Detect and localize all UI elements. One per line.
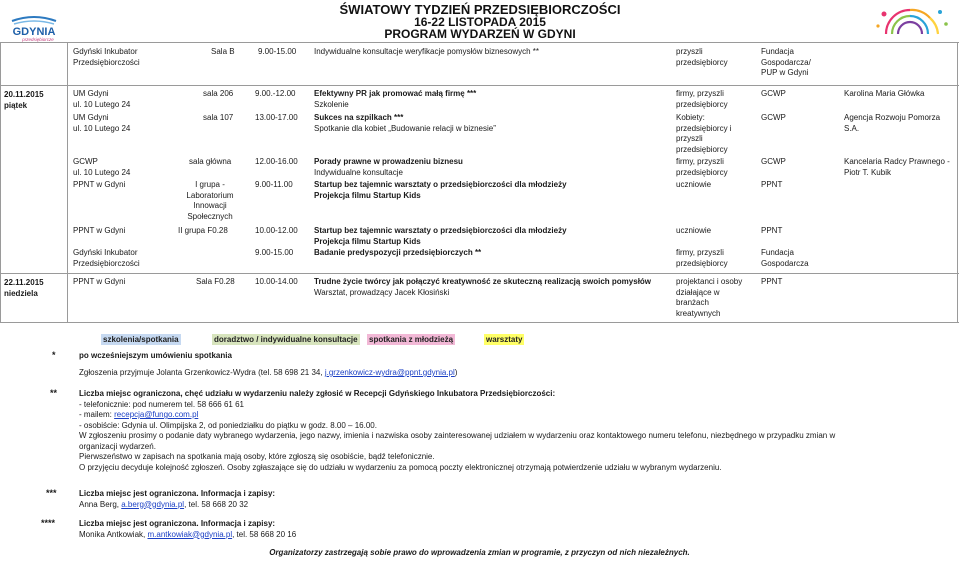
- event-title: Sukces na szpilkach ***: [314, 113, 404, 122]
- legend-training: szkolenia/spotkania: [103, 335, 179, 344]
- email-link[interactable]: a.berg@gdynia.pl: [121, 499, 185, 509]
- column-divider: [0, 42, 1, 322]
- event-title-block: [314, 226, 567, 247]
- footnote-marker: ***: [46, 488, 57, 498]
- event-venue: GCWP ul. 10 Lutego 24: [73, 157, 131, 177]
- event-time: 9.00-11.00: [255, 180, 293, 189]
- footnote-body: Liczba miejsc ograniczona, chęć udziału w wydarzeniu należy zgłosić w Recepcji Gdyńskiego Inkubatora Przedsiębiorczości: - telefonicznie: pod numerem tel. 58 666 61 61 - mailem: recepcja@fungo.com.pl - osobiście: Gdynia ul. Olimpijska 2, od poniedziałku do piątku w godz. 8.00 – 16.00. W zgłoszeniu prosimy o podanie daty wybranego wydarzenia, jego nazwy, imienia i nazwiska osoby zainteresowanej udziałem w wydarzeniu oraz kontaktowego numeru telefonu, niezbędnego w przypadku zmian w organizacji wydarzeń. Pierwszeństwo w zapisach na spotkania mają osoby, które zgłoszą się osobiście, bądź telefonicznie. O przyjęciu decyduje kolejność zgłoszeń. Osoby zgłaszające się do udziału w wydarzeniu za pomocą poczty elektronicznej otrzymają potwierdzenie udziału w wybranym wydarzeniu.: [79, 389, 836, 472]
- event-time: 9.00.-12.00: [255, 89, 296, 98]
- event-subtitle: Projekcja filmu Startup Kids: [314, 236, 421, 246]
- footnote-marker: *: [52, 350, 56, 360]
- event-time: 10.00-14.00: [255, 277, 298, 286]
- event-subtitle: Projekcja filmu Startup Kids: [314, 190, 421, 200]
- event-organizer: GCWP: [761, 157, 786, 166]
- day-date: 22.11.2015: [4, 278, 44, 287]
- footnote-body: Liczba miejsc jest ograniczona. Informacja i zapisy: Monika Antkowiak, m.antkowiak@gdynia.pl, tel. 58 668 20 16: [79, 519, 297, 539]
- legend-advisory: doradztwo / indywidualne konsultacje: [214, 335, 358, 344]
- event-audience: przyszli przedsiębiorcy: [676, 47, 728, 67]
- event-organizer: Fundacja Gospodarcza/ PUP w Gdyni: [761, 47, 811, 77]
- event-partner: Kancelaria Radcy Prawnego - Piotr T. Kubik: [844, 157, 950, 177]
- event-organizer: PPNT: [761, 180, 783, 189]
- event-room: sala 107: [203, 113, 234, 122]
- footnote-marker: ****: [41, 518, 56, 528]
- document-title: [240, 3, 720, 40]
- footer-disclaimer: Organizatorzy zastrzegają sobie prawo do wprowadzenia zmian w programie, z przyczyn od nich niezależnych.: [269, 548, 690, 557]
- logo-text: GDYNIA: [12, 26, 56, 38]
- event-title: Porady prawne w prowadzeniu biznesu: [314, 157, 463, 166]
- event-title: Startup bez tajemnic warsztaty o przedsiębiorczości dla młodzieży: [314, 226, 567, 235]
- footnote-body: Liczba miejsc jest ograniczona. Informacja i zapisy: Anna Berg, a.berg@gdynia.pl, tel. 58 668 20 32: [79, 489, 276, 509]
- event-venue: PPNT w Gdyni: [73, 277, 126, 286]
- table-top-border: [0, 42, 959, 43]
- event-audience: firmy, przyszli przedsiębiorcy: [676, 157, 728, 177]
- event-venue: UM Gdyni ul. 10 Lutego 24: [73, 113, 131, 133]
- day-date: 20.11.2015: [4, 90, 44, 99]
- event-organizer: PPNT: [761, 226, 783, 235]
- event-room: sala główna: [189, 157, 232, 166]
- event-logo-graphic: [870, 4, 956, 40]
- event-venue: PPNT w Gdyni: [73, 180, 126, 189]
- event-organizer: Fundacja Gospodarcza: [761, 248, 809, 268]
- event-audience: uczniowie: [676, 180, 712, 189]
- event-audience: firmy, przyszli przedsiębiorcy: [676, 89, 728, 109]
- event-venue: Gdyński Inkubator Przedsiębiorczości: [73, 248, 140, 268]
- event-title-block: [314, 89, 476, 110]
- event-title-block: [314, 113, 496, 134]
- footnote-title: Liczba miejsc ograniczona, chęć udziału w wydarzeniu należy zgłosić w Recepcji Gdyńskiego Inkubatora Przedsiębiorczości:: [79, 389, 556, 398]
- event-partner: Karolina Maria Główka: [844, 89, 925, 98]
- event-room: Sala B: [211, 47, 235, 56]
- event-time: 9.00-15.00: [255, 248, 294, 257]
- footnote-title: Liczba miejsc jest ograniczona. Informacja i zapisy:: [79, 489, 276, 498]
- legend-workshops: warsztaty: [486, 335, 523, 344]
- event-organizer: GCWP: [761, 89, 786, 98]
- event-room: II grupa F0.28: [178, 226, 228, 235]
- event-title: Trudne życie twórcy jak połączyć kreatywność ze skuteczną realizacją swoich pomysłów: [314, 277, 652, 286]
- event-title: Indywidualne konsultacje weryfikacje pomysłów biznesowych **: [314, 47, 539, 56]
- row-divider: [0, 273, 959, 274]
- event-subtitle: Spotkanie dla kobiet „Budowanie relacji w biznesie”: [314, 123, 496, 133]
- footnote-text: Zgłoszenia przyjmuje Jolanta Grzenkowicz-Wydra (tel. 58 698 21 34, j.grzenkowicz-wydra@ppnt.gdynia.pl): [79, 368, 458, 377]
- event-subtitle: Indywidualne konsultacje: [314, 167, 403, 177]
- column-divider: [67, 42, 68, 322]
- event-venue: UM Gdyni ul. 10 Lutego 24: [73, 89, 131, 109]
- event-room: Sala F0.28: [196, 277, 235, 286]
- logo-subtext: przedsiębiorcze: [22, 37, 54, 42]
- gdynia-logo: [8, 15, 60, 45]
- event-organizer: GCWP: [761, 113, 786, 122]
- event-time: 13.00-17.00: [255, 113, 298, 122]
- event-title-block: [314, 157, 463, 178]
- column-divider: [957, 42, 958, 322]
- event-audience: projektanci i osoby działające w branżach kreatywnych: [676, 277, 743, 318]
- event-partner: Agencja Rozwoju Pomorza S.A.: [844, 113, 941, 133]
- event-title: Efektywny PR jak promować małą firmę ***: [314, 89, 477, 98]
- footnote-marker: **: [50, 388, 58, 398]
- event-time: 9.00-15.00: [258, 47, 297, 56]
- email-link[interactable]: j.grzenkowicz-wydra@ppnt.gdynia.pl: [324, 368, 455, 377]
- day-label: [4, 90, 44, 111]
- day-weekday: niedziela: [4, 288, 38, 298]
- event-title: Startup bez tajemnic warsztaty o przedsiębiorczości dla młodzieży: [314, 180, 567, 189]
- table-bottom-border: [0, 322, 959, 323]
- legend-youth: spotkania z młodzieżą: [369, 335, 454, 344]
- event-time: 10.00-12.00: [255, 226, 298, 235]
- footnote-title: po wcześniejszym umówieniu spotkania: [79, 351, 232, 360]
- event-audience: Kobiety: przedsiębiorcy i przyszli przedsiębiorcy: [676, 113, 732, 154]
- event-organizer: PPNT: [761, 277, 783, 286]
- email-link[interactable]: recepcja@fungo.com.pl: [114, 410, 199, 419]
- event-audience: uczniowie: [676, 226, 712, 235]
- event-title-block: [314, 180, 567, 201]
- event-title-block: [314, 277, 651, 298]
- event-title: Badanie predyspozycji przedsiębiorczych **: [314, 248, 482, 257]
- event-subtitle: Szkolenie: [314, 99, 349, 109]
- event-subtitle: Warsztat, prowadzący Jacek Kłosiński: [314, 287, 450, 297]
- title-line-3: PROGRAM WYDARZEŃ W GDYNI: [384, 27, 576, 41]
- event-room: I grupa - Laboratorium Innowacji Społecznych: [186, 180, 234, 221]
- title-line-1: ŚWIATOWY TYDZIEŃ PRZEDSIĘBIORCZOŚCI: [339, 2, 621, 17]
- event-time: 12.00-16.00: [255, 157, 298, 166]
- title-line-2: 16-22 LISTOPADA 2015: [414, 15, 546, 29]
- email-link[interactable]: m.antkowiak@gdynia.pl: [147, 529, 233, 539]
- event-venue: PPNT w Gdyni: [73, 226, 126, 235]
- day-label: [4, 278, 44, 299]
- event-room: sala 206: [203, 89, 234, 98]
- row-divider: [0, 85, 959, 86]
- footnote-title: Liczba miejsc jest ograniczona. Informacja i zapisy:: [79, 519, 276, 528]
- event-venue: Gdyński Inkubator Przedsiębiorczości: [73, 47, 140, 67]
- day-weekday: piątek: [4, 100, 28, 110]
- event-audience: firmy, przyszli przedsiębiorcy: [676, 248, 728, 268]
